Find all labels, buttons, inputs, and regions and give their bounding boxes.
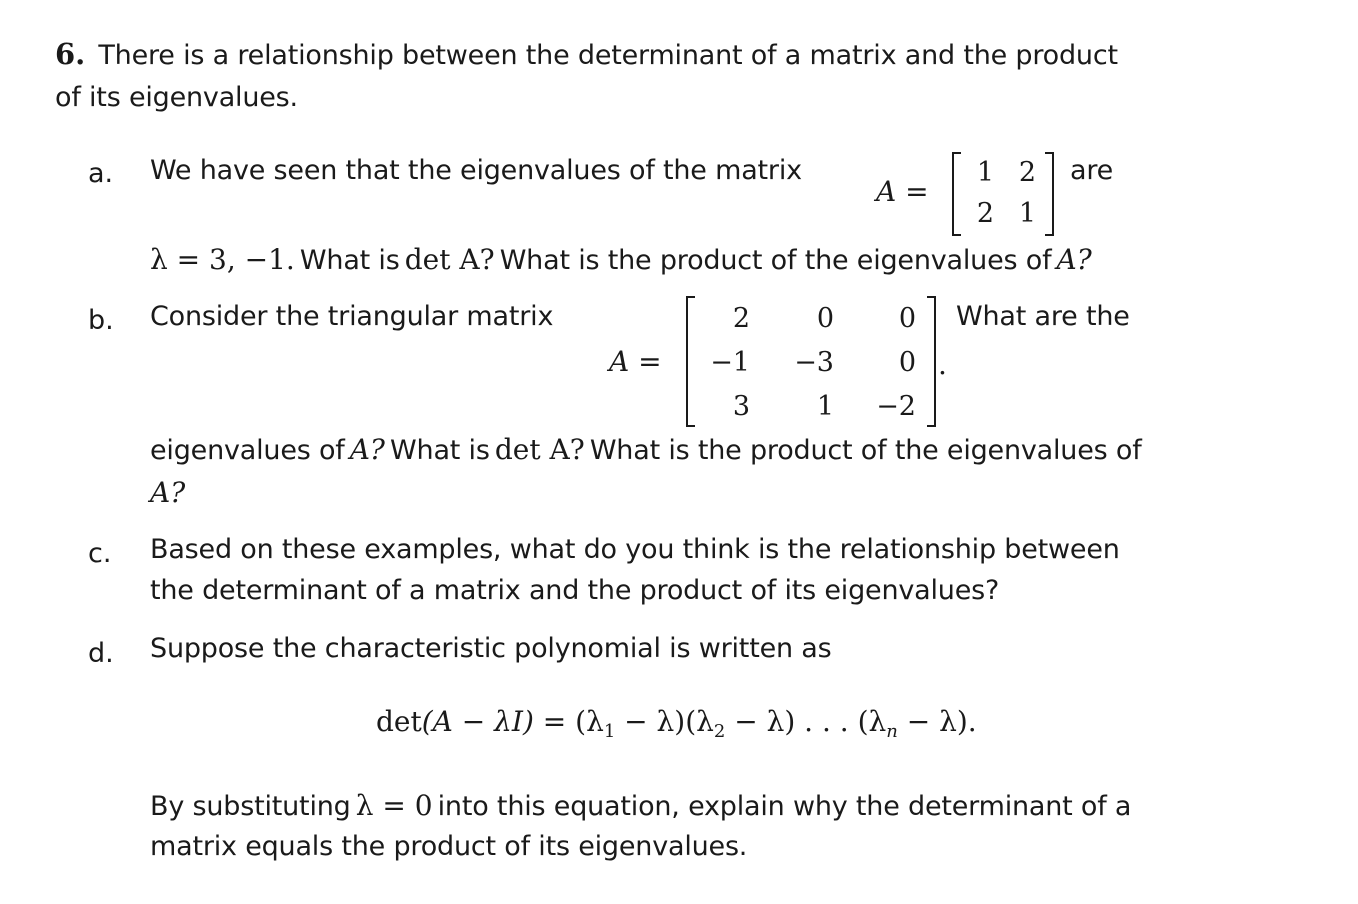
part-b-matrix — [686, 296, 936, 427]
part-c-line1: Based on these examples, what do you think is the relationship between — [150, 534, 1120, 565]
lambda-zero: λ = 0 — [355, 789, 433, 822]
det-a: det A? — [404, 243, 495, 276]
part-d-line3: matrix equals the product of its eigenvalues. — [150, 831, 748, 862]
part-c-line2: the determinant of a matrix and the product of its eigenvalues? — [150, 575, 1000, 606]
part-a-matrix — [952, 152, 1054, 236]
part-b-line2: eigenvalues of A? What is det A? What is the product of the eigenvalues of — [150, 433, 1142, 466]
characteristic-polynomial-equation: $\det(A - \lambda I) = (\lambda_1 - \lambda)(\lambda_2 - \lambda)$ . . . $(\lambda_n - \lambda)$. — [376, 705, 977, 742]
part-b-text-after: What are the — [956, 301, 1130, 332]
problem-number: 6. — [55, 37, 86, 71]
matrix-cell: 3 — [732, 390, 750, 422]
matrix-cell: 1 — [1018, 197, 1036, 229]
matrix-cell: −1 — [710, 346, 750, 378]
part-b-text: Consider the triangular matrix — [150, 301, 554, 332]
left-bracket — [686, 296, 695, 427]
part-a-marker: a. — [88, 158, 114, 189]
part-a-matrix-lhs: A = — [876, 175, 929, 208]
part-a-text-after: are — [1070, 155, 1114, 186]
matrix-cell: −2 — [876, 390, 916, 422]
eigenvalue-equation: λ = 3, −1. — [150, 243, 295, 276]
part-d-line1: Suppose the characteristic polynomial is written as — [150, 633, 832, 664]
part-d-line2: By substituting λ = 0 into this equation, explain why the determinant of a — [150, 789, 1132, 822]
matrix-cell: 1 — [816, 390, 834, 422]
right-bracket — [927, 296, 936, 427]
part-a-line2: λ = 3, −1. What is det A? What is the product of the eigenvalues of A? — [150, 243, 1092, 276]
left-bracket — [952, 152, 961, 236]
det-a: det A? — [494, 433, 585, 466]
matrix-cell: 0 — [816, 302, 834, 334]
problem-intro-line1: There is a relationship between the determinant of a matrix and the product — [98, 40, 1118, 71]
problem-intro-line2: of its eigenvalues. — [55, 82, 298, 113]
matrix-cell: −3 — [794, 346, 834, 378]
matrix-cell: 2 — [1018, 156, 1036, 188]
matrix-cell: 2 — [732, 302, 750, 334]
part-b-line3: A? — [150, 476, 186, 509]
right-bracket — [1045, 152, 1054, 236]
matrix-cell: 1 — [976, 156, 994, 188]
part-b-marker: b. — [88, 305, 114, 336]
part-b-period: . — [938, 348, 947, 381]
part-a-text: We have seen that the eigenvalues of the matrix — [150, 155, 802, 186]
part-c-marker: c. — [88, 538, 112, 569]
part-b-matrix-lhs: A = — [609, 345, 662, 378]
matrix-cell: 0 — [898, 302, 916, 334]
problem-header — [55, 37, 1118, 71]
matrix-cell: 2 — [976, 197, 994, 229]
matrix-cell: 0 — [898, 346, 916, 378]
part-d-marker: d. — [88, 638, 114, 669]
